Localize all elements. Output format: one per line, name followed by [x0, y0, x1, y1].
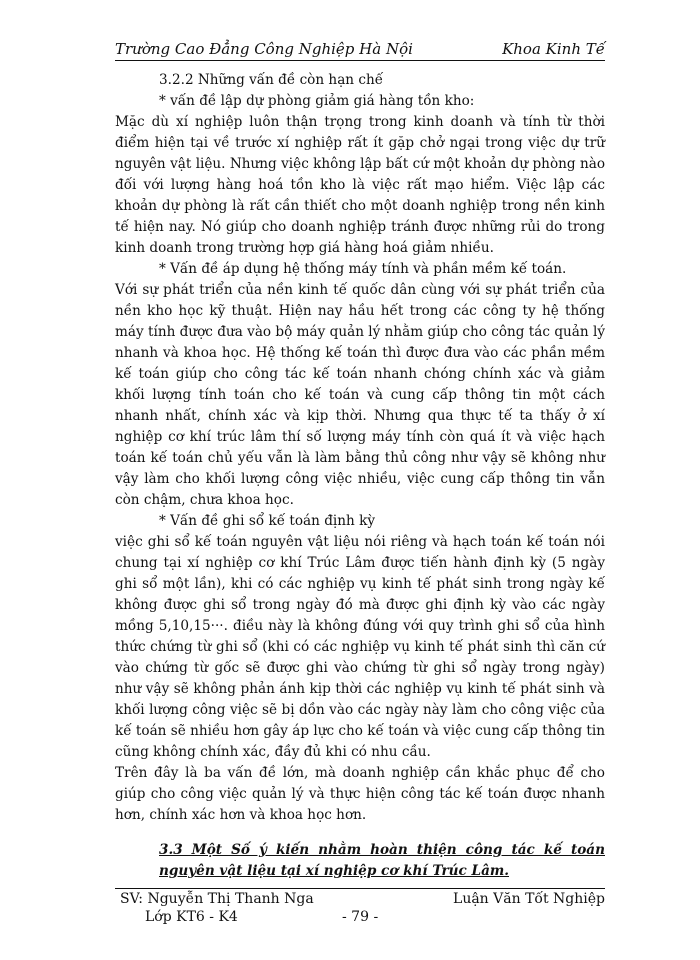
issue2-paragraph: Với sự phát triển của nền kinh tế quốc dân cùng với sự phát triển của nền kho học kỹ thuật. Hiện nay hầu hết trong các công ty hệ thống máy tính được đưa vào bộ máy quản lý nhằm giúp cho công tác quản lý nhanh và khoa học. Hệ thống kế toán thì được đưa vào các phần mềm kế toán giúp cho công tác kế toán nhanh chóng chính xác và giảm khối lượng tính toán cho kế toán và cung cấp thông tin một cách nhanh nhất, chính xác và kịp thời. Nhưng qua thực tế ta thấy ở xí nghiệp cơ khí trúc lâm thí số lượng máy tính còn quá ít và việc hạch toán kế toán chủ yếu vẫn là làm bằng thủ công như vậy sẽ không như vậy làm cho khối lượng công việc nhiều, việc cung cấp thông tin vẫn còn chậm, chưa khoa học. [115, 282, 605, 508]
document-body [115, 70, 605, 882]
conclusion-paragraph: Trên đây là ba vấn đề lớn, mà doanh nghiệp cần khắc phục để cho giúp cho công việc quản lý và thực hiện công tác kế toán được nhanh hơn, chính xác hơn và khoa học hơn. [115, 765, 605, 823]
issue3-paragraph: việc ghi sổ kế toán nguyên vật liệu nói riêng và hạch toán kế toán nói chung tại xí nghiệp cơ khí Trúc Lâm được tiến hành định kỳ (5 ngày ghi sổ một lần), khi có các nghiệp vụ kinh tế phát sinh trong ngày kế không được ghi sổ trong ngày đó mà được ghi định kỳ vào các ngày mồng 5,10,15···. điều này là không đúng với quy trình ghi sổ của hình thức chứng từ ghi sổ (khi có các nghiệp vụ kinh tế phát sinh thì căn cứ vào chứng từ gốc sẽ được ghi vào chứng từ ghi sổ ngày trong ngày) như vậy sẽ không phản ánh kịp thời các nghiệp vụ kinh tế phát sinh và khối lượng công việc sẽ bị dồn vào các ngày này làm cho công việc của kế toán sẽ nhiều hơn gây áp lực cho kế toán và việc cung cấp thông tin cũng không chính xác, đầy đủ khi có nhu cầu. [115, 534, 605, 760]
header-school: Trường Cao Đẳng Công Nghiệp Hà Nội [115, 40, 413, 58]
issue1-title: * vấn đề lập dự phòng giảm giá hàng tồn kho: [159, 93, 475, 109]
page-footer [115, 888, 605, 939]
issue2-title: * Vấn đề áp dụng hệ thống máy tính và phần mềm kế toán. [159, 261, 567, 277]
footer-class: Lớp KT6 - K4 [145, 909, 238, 925]
next-section-heading: 3.3 Một Số ý kiến nhằm hoàn thiện công tác kế toán nguyên vật liệu tại xí nghiệp cơ khí Trúc Lâm. [159, 842, 605, 879]
subsection-title: 3.2.2 Những vấn đề còn hạn chế [159, 72, 384, 88]
header-faculty: Khoa Kinh Tế [502, 40, 605, 58]
issue3-title: * Vấn đề ghi sổ kế toán định kỳ [159, 513, 376, 529]
page-header [115, 38, 605, 61]
footer-thesis: Luận Văn Tốt Nghiệp [453, 891, 605, 907]
issue1-paragraph: Mặc dù xí nghiệp luôn thận trọng trong kinh doanh và tính từ thời điểm hiện tại về trước xí nghiệp rất ít gặp chở ngại trong việc dự trữ nguyên vật liệu. Nhưng việc không lập bất cứ một khoản dự phòng nào đối với lượng hàng hoá tồn kho là việc rất mạo hiểm. Việc lập các khoản dự phòng là rất cần thiết cho một doanh nghiệp trong nền kinh tế hiện nay. Nó giúp cho doanh nghiệp tránh được những rủi do trong kinh doanh trong trường hợp giá hàng hoá giảm nhiều. [115, 114, 605, 256]
page-number: - 79 - [342, 909, 379, 925]
footer-student: SV: Nguyễn Thị Thanh Nga [120, 891, 314, 907]
